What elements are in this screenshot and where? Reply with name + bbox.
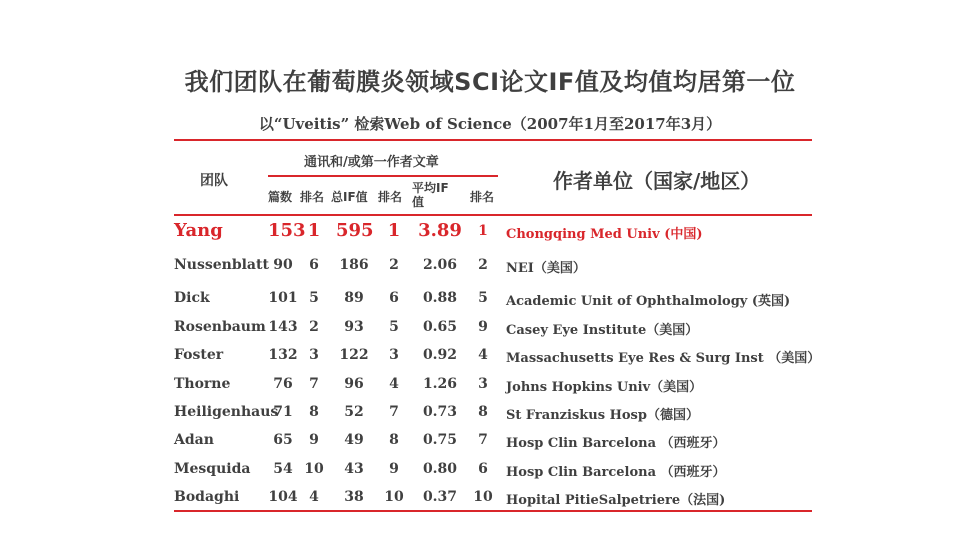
avg-if-rank: 3 bbox=[478, 376, 488, 392]
affiliation: Casey Eye Institute（美国） bbox=[506, 323, 699, 338]
avg-if: 0.75 bbox=[422, 432, 458, 448]
total-if: 122 bbox=[339, 347, 369, 363]
header-team: 团队 bbox=[200, 173, 228, 189]
table-row bbox=[0, 290, 980, 314]
article-count: 132 bbox=[268, 347, 298, 363]
team-name: Heiligenhaus bbox=[174, 404, 279, 420]
article-count: 101 bbox=[268, 290, 298, 306]
avg-if-rank: 2 bbox=[478, 257, 488, 273]
avg-if-rank: 4 bbox=[478, 347, 488, 363]
article-count: 65 bbox=[273, 432, 293, 448]
avg-if-rank: 9 bbox=[478, 319, 488, 335]
total-if: 52 bbox=[344, 404, 364, 420]
affiliation: St Franziskus Hosp（德国） bbox=[506, 408, 699, 423]
team-name: Rosenbaum bbox=[174, 319, 266, 335]
search-criteria: 以“Uveitis” 检索Web of Science（2007年1月至2017年3月） bbox=[258, 115, 722, 133]
avg-if: 1.26 bbox=[422, 376, 458, 392]
article-count: 143 bbox=[268, 319, 298, 335]
avg-if: 3.89 bbox=[418, 220, 462, 241]
avg-if: 0.80 bbox=[422, 461, 458, 477]
total-if: 38 bbox=[344, 489, 364, 505]
total-if-rank: 9 bbox=[389, 461, 399, 477]
avg-if-rank: 6 bbox=[478, 461, 488, 477]
total-if-rank: 4 bbox=[389, 376, 399, 392]
table-row bbox=[0, 489, 980, 513]
article-count: 153 bbox=[268, 220, 306, 241]
avg-if: 0.92 bbox=[422, 347, 458, 363]
count-rank: 2 bbox=[309, 319, 319, 335]
team-name: Thorne bbox=[174, 376, 231, 392]
count-rank: 1 bbox=[307, 220, 321, 241]
article-count: 90 bbox=[273, 257, 293, 273]
avg-if-rank: 10 bbox=[473, 489, 493, 505]
avg-if: 2.06 bbox=[422, 257, 458, 273]
total-if-rank: 8 bbox=[389, 432, 399, 448]
team-name: Mesquida bbox=[174, 461, 251, 477]
count-rank: 5 bbox=[309, 290, 319, 306]
total-if-rank: 2 bbox=[389, 257, 399, 273]
team-name: Nussenblatt bbox=[174, 257, 269, 273]
slide-title: 我们团队在葡萄膜炎领域SCI论文IF值及均值均居第一位 bbox=[184, 68, 796, 96]
avg-if-rank: 1 bbox=[478, 223, 488, 239]
header-group: 通讯和/或第一作者文章 bbox=[304, 155, 439, 170]
table-row bbox=[0, 257, 980, 281]
team-name: Adan bbox=[174, 432, 214, 448]
header-affiliation: 作者单位（国家/地区） bbox=[553, 169, 761, 193]
avg-if: 0.73 bbox=[422, 404, 458, 420]
avg-if-rank: 5 bbox=[478, 290, 488, 306]
total-if-rank: 5 bbox=[389, 319, 399, 335]
total-if-rank: 3 bbox=[389, 347, 399, 363]
total-if-rank: 10 bbox=[384, 489, 404, 505]
table-row bbox=[0, 404, 980, 428]
avg-if: 0.88 bbox=[422, 290, 458, 306]
article-count: 76 bbox=[273, 376, 293, 392]
count-rank: 8 bbox=[309, 404, 319, 420]
total-if: 186 bbox=[339, 257, 369, 273]
header-bottom-rule bbox=[174, 214, 812, 216]
table-row bbox=[0, 376, 980, 400]
header-rank-total-if: 排名 bbox=[378, 190, 403, 204]
affiliation: Hosp Clin Barcelona （西班牙） bbox=[506, 436, 726, 451]
total-if-rank: 1 bbox=[387, 220, 401, 241]
article-count: 71 bbox=[273, 404, 293, 420]
avg-if: 0.65 bbox=[422, 319, 458, 335]
table-row bbox=[0, 347, 980, 371]
total-if: 96 bbox=[344, 376, 364, 392]
article-count: 54 bbox=[273, 461, 293, 477]
group-header-rule bbox=[268, 175, 498, 177]
header-rank-count: 排名 bbox=[300, 190, 325, 204]
header-total-if: 总IF值 bbox=[331, 190, 368, 204]
article-count: 104 bbox=[268, 489, 298, 505]
count-rank: 4 bbox=[309, 489, 319, 505]
count-rank: 9 bbox=[309, 432, 319, 448]
team-name: Dick bbox=[174, 290, 210, 306]
affiliation: Hopital PitieSalpetriere（法国) bbox=[506, 493, 726, 508]
affiliation: Chongqing Med Univ (中国) bbox=[506, 227, 703, 242]
total-if-rank: 7 bbox=[389, 404, 399, 420]
total-if: 43 bbox=[344, 461, 364, 477]
header-avg-if: 平均IF值 bbox=[412, 181, 449, 209]
table-row bbox=[0, 432, 980, 456]
avg-if-rank: 7 bbox=[478, 432, 488, 448]
table-row bbox=[0, 461, 980, 485]
count-rank: 3 bbox=[309, 347, 319, 363]
affiliation: Hosp Clin Barcelona （西班牙） bbox=[506, 465, 726, 480]
avg-if-rank: 8 bbox=[478, 404, 488, 420]
team-name: Foster bbox=[174, 347, 224, 363]
affiliation: NEI（美国） bbox=[506, 261, 586, 276]
total-if-rank: 6 bbox=[389, 290, 399, 306]
count-rank: 6 bbox=[309, 257, 319, 273]
affiliation: Academic Unit of Ophthalmology (英国) bbox=[506, 294, 791, 309]
total-if: 89 bbox=[344, 290, 364, 306]
total-if: 49 bbox=[344, 432, 364, 448]
avg-if: 0.37 bbox=[422, 489, 458, 505]
table-row bbox=[0, 220, 980, 244]
total-if: 595 bbox=[336, 220, 374, 241]
team-name: Yang bbox=[174, 220, 223, 241]
total-if: 93 bbox=[344, 319, 364, 335]
table-top-rule bbox=[174, 139, 812, 141]
affiliation: Massachusetts Eye Res & Surg Inst （美国） bbox=[506, 351, 821, 366]
table-row bbox=[0, 319, 980, 343]
team-name: Bodaghi bbox=[174, 489, 240, 505]
count-rank: 10 bbox=[304, 461, 324, 477]
header-rank-avg-if: 排名 bbox=[470, 190, 495, 204]
header-count: 篇数 bbox=[268, 190, 293, 204]
affiliation: Johns Hopkins Univ（美国） bbox=[506, 380, 703, 395]
count-rank: 7 bbox=[309, 376, 319, 392]
